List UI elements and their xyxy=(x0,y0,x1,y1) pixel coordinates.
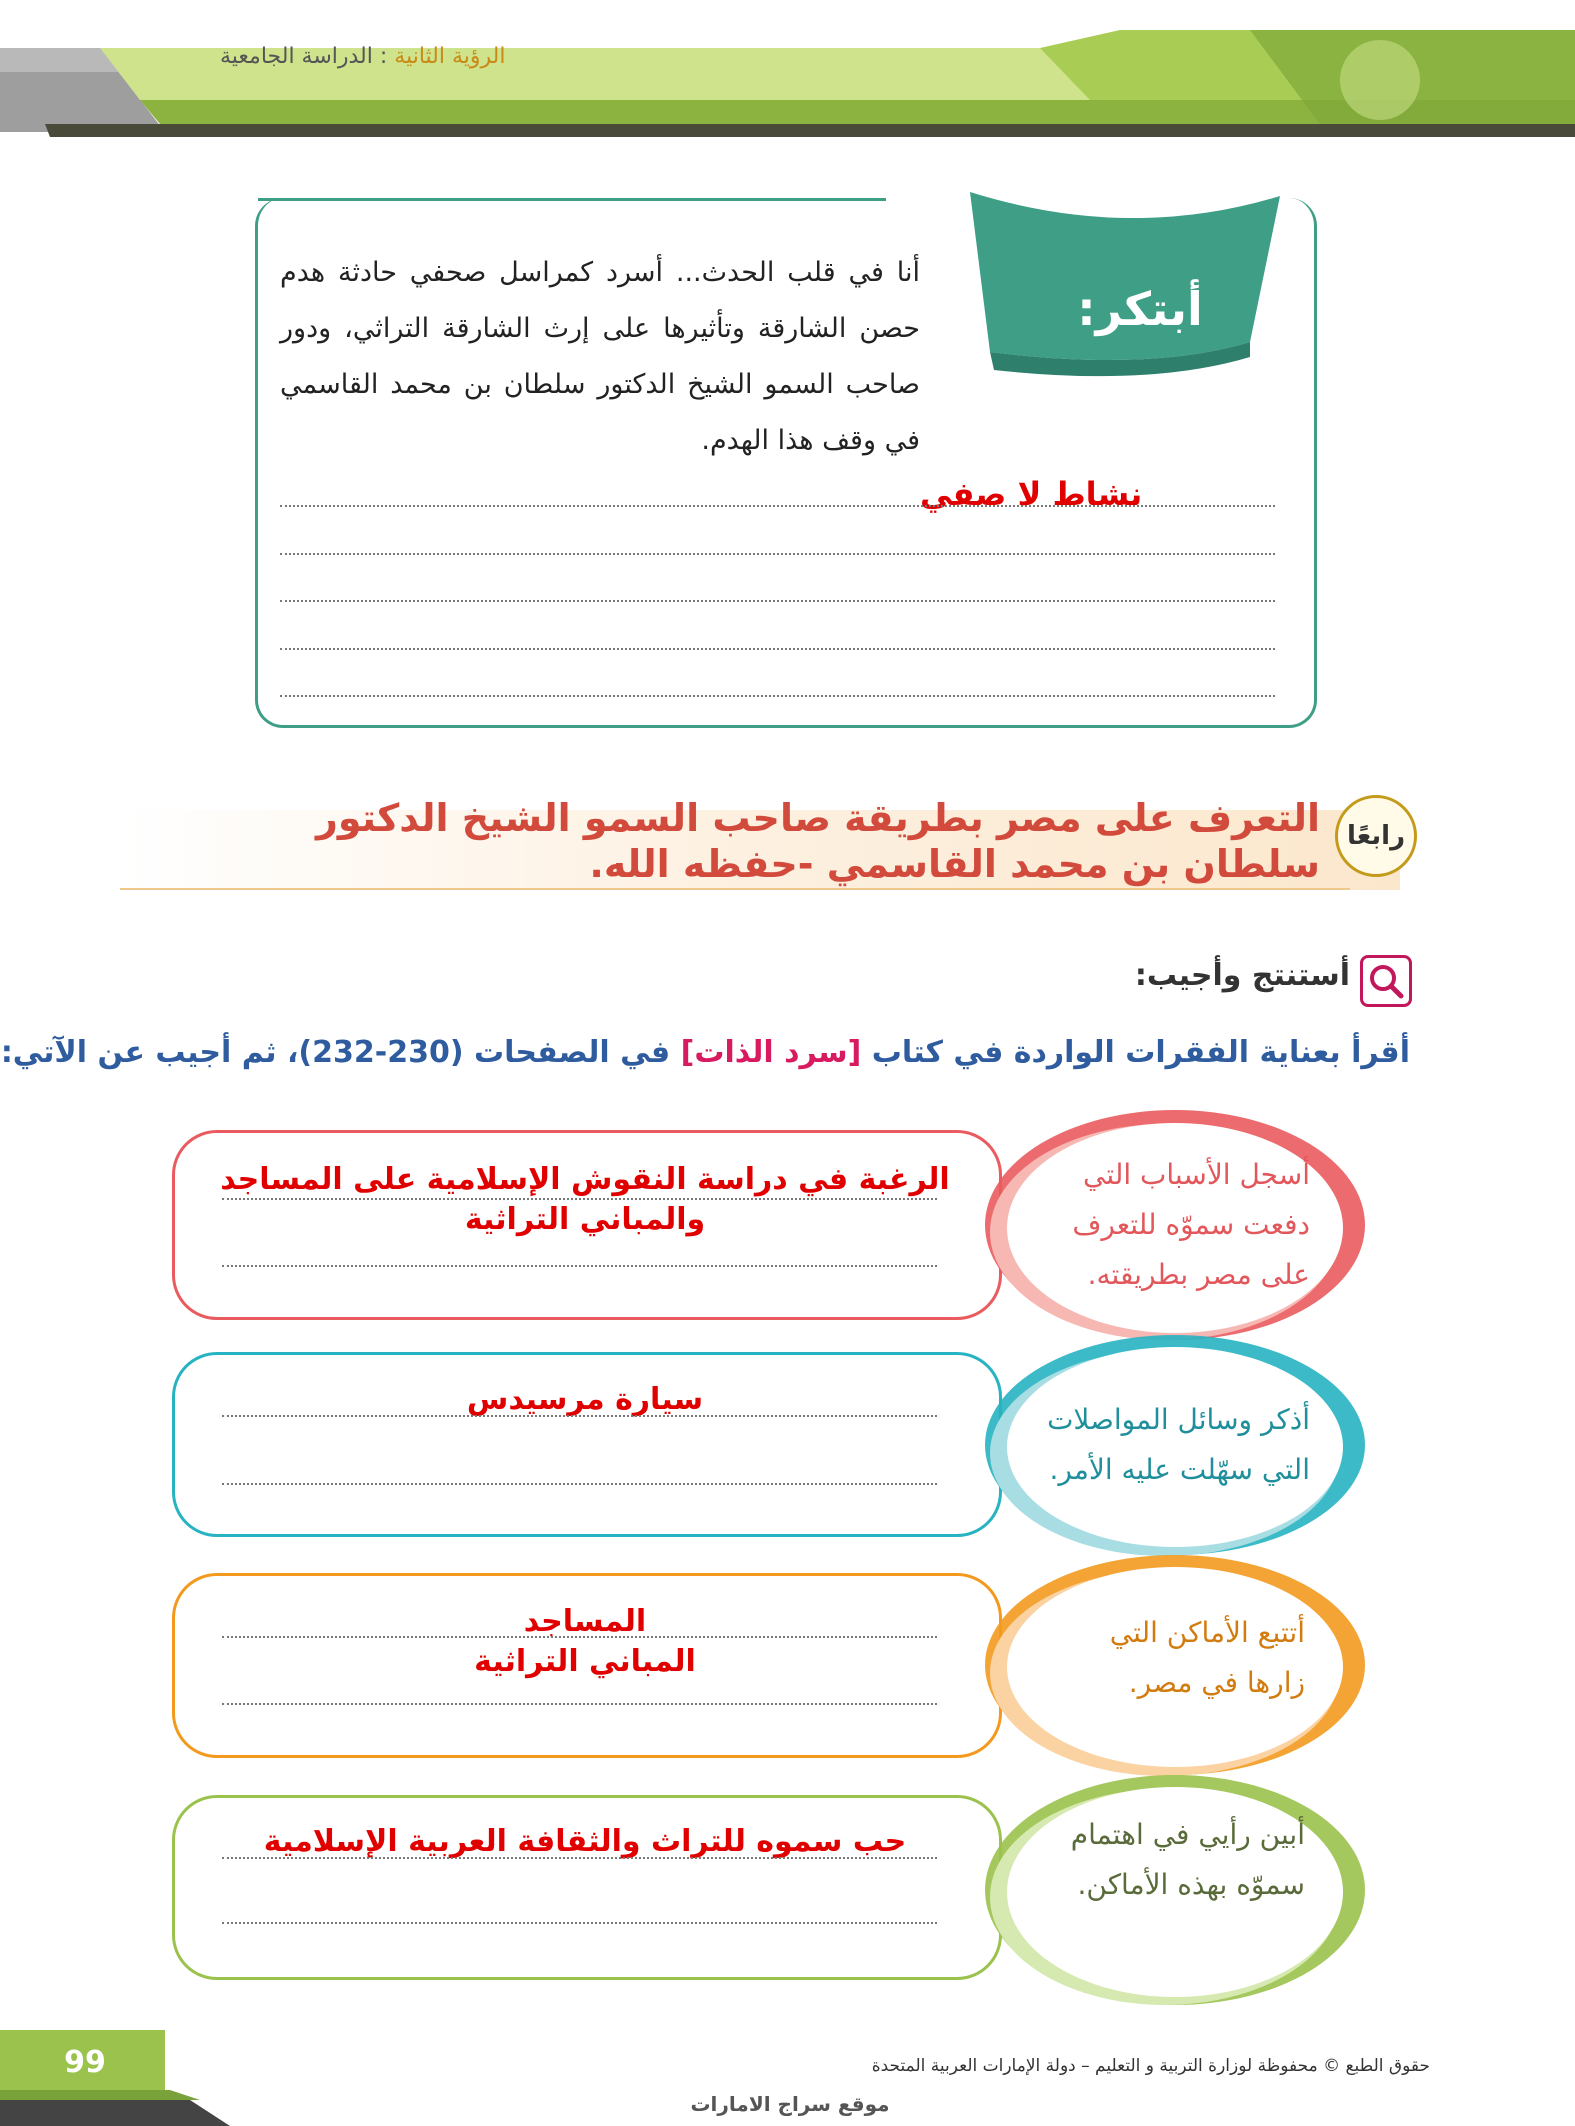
writing-line xyxy=(280,600,1275,602)
header-title xyxy=(220,44,505,69)
answer-4: حب سموه للتراث والثقافة العربية الإسلامية xyxy=(263,1824,907,1859)
answer-3: المساجد المباني التراثية xyxy=(474,1604,696,1679)
instruction-text xyxy=(0,1035,1410,1070)
section4-title: التعرف على مصر بطريقة صاحب السمو الشيخ الدكتور سلطان بن محمد القاسمي -حفظه الله. xyxy=(315,796,1320,886)
writing-line xyxy=(280,648,1275,650)
header-unit: الرؤية الثانية xyxy=(394,44,506,69)
innovate-prompt: أنا في قلب الحدث... أسرد كمراسل صحفي حادثة هدم حصن الشارقة وتأثيرها على إرث الشارقة التراثي، ودور صاحب السمو الشيخ الدكتور سلطان بن محمد القاسمي في وقف هذا الهدم. xyxy=(280,257,920,456)
innovate-answer: نشاط لا صفي xyxy=(920,475,1143,513)
writing-line xyxy=(222,1922,937,1924)
answer-2: سيارة مرسيدس xyxy=(466,1382,704,1417)
copyright-text: حقوق الطبع © محفوظة لوزارة التربية و التعليم – دولة الإمارات العربية المتحدة xyxy=(871,2056,1430,2076)
question-3: أتتبع الأماكن التي زارها في مصر. xyxy=(1109,1616,1305,1699)
instruction-after: في الصفحات (230-232)، ثم أجيب عن الآتي: xyxy=(0,1035,681,1070)
section4-badge xyxy=(1335,795,1417,877)
question-2: أذكر وسائل المواصلات التي سهّلت عليه الأمر. xyxy=(1047,1403,1310,1486)
question-1: أسجل الأسباب التي دفعت سموّه للتعرف على مصر بطريقته. xyxy=(1072,1158,1310,1291)
writing-line xyxy=(222,1198,937,1200)
innovate-top-border xyxy=(258,198,886,201)
innovate-label: أبتكر: xyxy=(1077,282,1203,336)
answer-1: الرغبة في دراسة النقوش الإسلامية على المساجد والمباني التراثية xyxy=(220,1162,950,1237)
writing-line xyxy=(222,1415,937,1417)
magnifier-icon xyxy=(1360,955,1412,1007)
header-separator: : xyxy=(372,44,395,69)
writing-line xyxy=(222,1636,937,1638)
header-band xyxy=(0,0,1575,150)
book-title: [سرد الذات] xyxy=(680,1035,862,1070)
writing-line xyxy=(280,695,1275,697)
writing-line xyxy=(280,505,1275,507)
writing-line xyxy=(280,553,1275,555)
writing-line xyxy=(222,1703,937,1705)
deduce-label: أستنتج وأجيب: xyxy=(1134,958,1350,993)
header-course: الدراسة الجامعية xyxy=(220,44,373,69)
section4-underline xyxy=(120,888,1350,890)
writing-line xyxy=(222,1265,937,1267)
instruction-before: أقرأ بعناية الفقرات الواردة في كتاب xyxy=(861,1035,1410,1070)
page-number: 99 xyxy=(64,2045,106,2080)
question-4: أبين رأيي في اهتمام سموّه بهذه الأماكن. xyxy=(1070,1818,1305,1901)
site-footer: موقع سراج الامارات xyxy=(690,2092,890,2116)
section4-badge-label: رابعًا xyxy=(1346,821,1406,851)
writing-line xyxy=(222,1483,937,1485)
writing-line xyxy=(222,1857,937,1859)
